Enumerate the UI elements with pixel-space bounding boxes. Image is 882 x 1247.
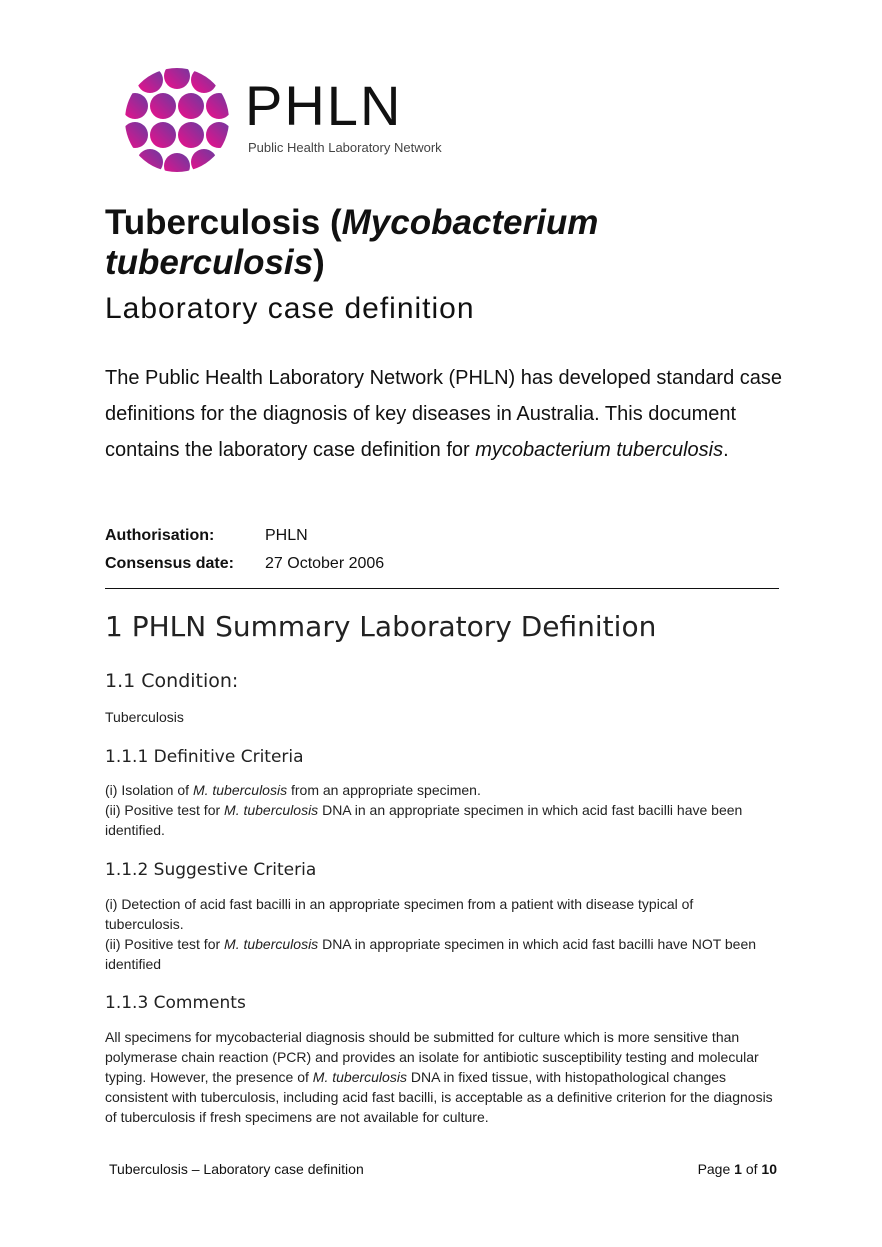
phln-logo-icon [122,66,232,176]
comments-text: All specimens for mycobacterial diagnosis should be submitted for culture which is more sensitive than polymerase chain reaction (PCR) and provides an isolate for antibiotic susceptibility testing and molecular typing. However, the presence of M. tuberculosis DNA in fixed tissue, with histopathological changes consistent with tuberculosis, including acid fast bacilli, is acceptable as a definitive criterion for the diagnosis of tuberculosis if fresh specimens are not available for culture. [105,1029,773,1125]
document-meta: Authorisation: PHLN Consensus date: 27 October 2006 [105,527,385,572]
page-number: Page 1 of 10 [697,1161,777,1177]
comments-heading: 1.1.3 Comments [105,993,246,1013]
definitive-criteria: (i) Isolation of M. tuberculosis from an appropriate specimen. (ii) Positive test for M. tuberculosis DNA in an appropriate specimen in which acid fast bacilli have been identified. [105,782,743,838]
condition-text: Tuberculosis [105,709,184,725]
suggestive-criteria: (i) Detection of acid fast bacilli in an appropriate specimen from a patient with disease typical of tuberculosis. (ii) Positive test for M. tuberculosis DNA in appropriate specimen in which acid fast bacilli have NOT been identified [105,896,757,972]
footer-title: Tuberculosis – Laboratory case definition [109,1161,364,1177]
divider [105,588,779,589]
condition-heading: 1.1 Condition: [105,670,239,692]
section-heading: 1 PHLN Summary Laboratory Definition [105,610,657,643]
document-title: Tuberculosis (Mycobacterium tuberculosis) [105,203,599,282]
intro-paragraph: The Public Health Laboratory Network (PHLN) has developed standard case definitions for the diagnosis of key diseases in Australia. This document contains the laboratory case definition for mycobacterium tuberculosis. [105,367,783,461]
logo-subtitle: Public Health Laboratory Network [248,140,442,155]
suggestive-heading: 1.1.2 Suggestive Criteria [105,860,317,880]
document-subtitle: Laboratory case definition [105,292,475,325]
definitive-heading: 1.1.1 Definitive Criteria [105,747,304,767]
logo-wordmark: PHLN [245,74,403,137]
